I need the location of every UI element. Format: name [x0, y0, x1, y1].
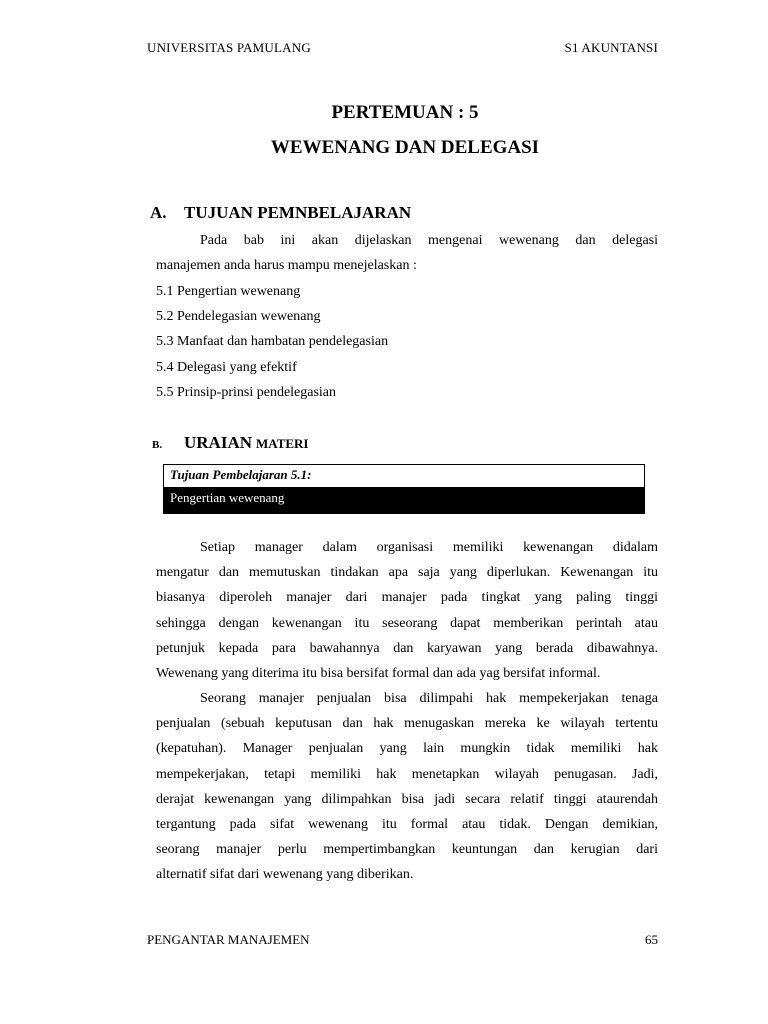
header-university: UNIVERSITAS PAMULANG	[147, 40, 311, 55]
list-item: 5.1 Pengertian wewenang	[156, 284, 301, 299]
objectives-list	[156, 279, 388, 405]
objective-label: Tujuan Pembelajaran 5.1:	[170, 467, 312, 482]
section-a-heading	[150, 203, 411, 223]
section-a-intro	[156, 228, 658, 278]
paragraph-line: Wewenang yang diterima itu bisa bersifat formal dan ada yag bersifat informal.	[156, 665, 601, 681]
list-item: 5.5 Prinsip-prinsi pendelegasian	[156, 384, 337, 400]
paragraph-line: Seorang manajer penjualan bisa dilimpahi hak mempekerjakan tenaga	[200, 691, 658, 706]
paragraph-line: mempekerjakan, tetapi memiliki hak menetapkan wilayah penugasan. Jadi,	[156, 766, 658, 782]
learning-objective-box	[163, 464, 645, 514]
paragraph-line: tergantung pada sifat wewenang itu formal atau tidak. Dengan demikian,	[156, 816, 658, 832]
page-header	[147, 40, 658, 60]
list-item: 5.3 Manfaat dan hambatan pendelegasian	[156, 334, 389, 350]
section-b-heading	[152, 433, 308, 453]
paragraph-line: petunjuk kepada para bawahannya dan karyawan yang berada dibawahnya.	[156, 640, 658, 656]
footer-course: PENGANTAR MANAJEMEN	[147, 932, 310, 947]
intro-line: Pada bab ini akan dijelaskan mengenai wewenang dan delegasi	[200, 233, 658, 248]
intro-line: manajemen anda harus mampu menejelaskan :	[156, 258, 417, 274]
section-a-title: TUJUAN PEMNBELAJARAN	[184, 203, 412, 222]
chapter-title: WEWENANG DAN DELEGASI	[270, 137, 540, 158]
page-number: 65	[645, 932, 658, 947]
list-item: 5.2 Pendelegasian wewenang	[156, 309, 321, 325]
section-b-title-small: MATERI	[256, 436, 309, 451]
section-b-title-big: URAIAN	[184, 433, 252, 452]
header-program: S1 AKUNTANSI	[564, 40, 658, 55]
section-b-letter: B.	[152, 439, 163, 451]
paragraph-line: (kepatuhan). Manager penjualan yang lain mungkin tidak memiliki hak	[156, 741, 658, 757]
paragraph-line: biasanya diperoleh manajer dari manajer pada tingkat yang paling tinggi	[156, 590, 658, 606]
paragraph-line: penjualan (sebuah keputusan dan hak menugaskan mereka ke wilayah tertentu	[156, 716, 658, 732]
paragraph-line: seorang manajer perlu mempertimbangkan keuntungan dan kerugian dari	[156, 842, 658, 858]
list-item: 5.4 Delegasi yang efektif	[156, 359, 297, 375]
paragraph-1	[156, 535, 658, 686]
objective-text: Pengertian wewenang	[163, 487, 645, 514]
section-a-letter: A.	[150, 203, 167, 222]
paragraph-line: mengatur dan memutuskan tindakan apa saja yang diperlukan. Kewenangan itu	[156, 565, 658, 581]
paragraph-line: Setiap manager dalam organisasi memiliki kewenangan didalam	[200, 540, 658, 555]
paragraph-line: derajat kewenangan yang dilimpahkan bisa jadi secara relatif tinggi ataurendah	[156, 791, 658, 807]
chapter-number: PERTEMUAN : 5	[331, 102, 479, 123]
paragraph-line: alternatif sifat dari wewenang yang diberikan.	[156, 867, 414, 883]
paragraph-line: sehingga dengan kewenangan itu seseorang dapat memberikan perintah atau	[156, 615, 658, 631]
paragraph-2	[156, 686, 658, 888]
